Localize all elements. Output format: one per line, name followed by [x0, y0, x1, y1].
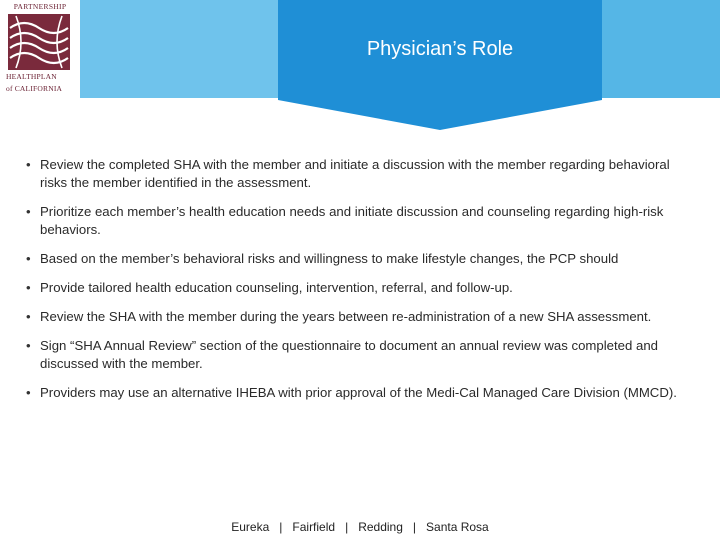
logo-top-text: PARTNERSHIP [13, 2, 67, 11]
page-title: Physician’s Role [366, 38, 514, 60]
company-logo [6, 2, 74, 98]
bullet-item: • Prioritize each member’s health education needs and initiate discussion and counseling regarding high-risk behaviors. [24, 203, 700, 239]
bullet-item: • Review the SHA with the member during the years between re-administration of a new SHA assessment. [24, 308, 700, 326]
header-graphic [0, 0, 720, 132]
logo-mark-icon [8, 14, 70, 70]
bullet-item: • Sign “SHA Annual Review” section of the questionnaire to document an annual review was completed and discussed with the member. [24, 337, 700, 373]
bullet-item: • Based on the member’s behavioral risks and willingness to make lifestyle changes, the PCP should [24, 250, 700, 268]
footer-locations: Eureka | Fairfield | Redding | Santa Rosa [231, 520, 489, 534]
bullet-item: • Review the completed SHA with the member and initiate a discussion with the member regarding behavioral risks the member identified in the assessment. [24, 156, 700, 192]
logo-bottom-text-2: of CALIFORNIA [6, 84, 63, 93]
bullet-list [24, 156, 700, 413]
bullet-item: • Provide tailored health education counseling, intervention, referral, and follow-up. [24, 279, 700, 297]
header-shield [278, 0, 602, 130]
bullet-item: • Providers may use an alternative IHEBA with prior approval of the Medi-Cal Managed Care Division (MMCD). [24, 384, 700, 402]
logo-bottom-text-1: HEALTHPLAN [6, 72, 57, 81]
